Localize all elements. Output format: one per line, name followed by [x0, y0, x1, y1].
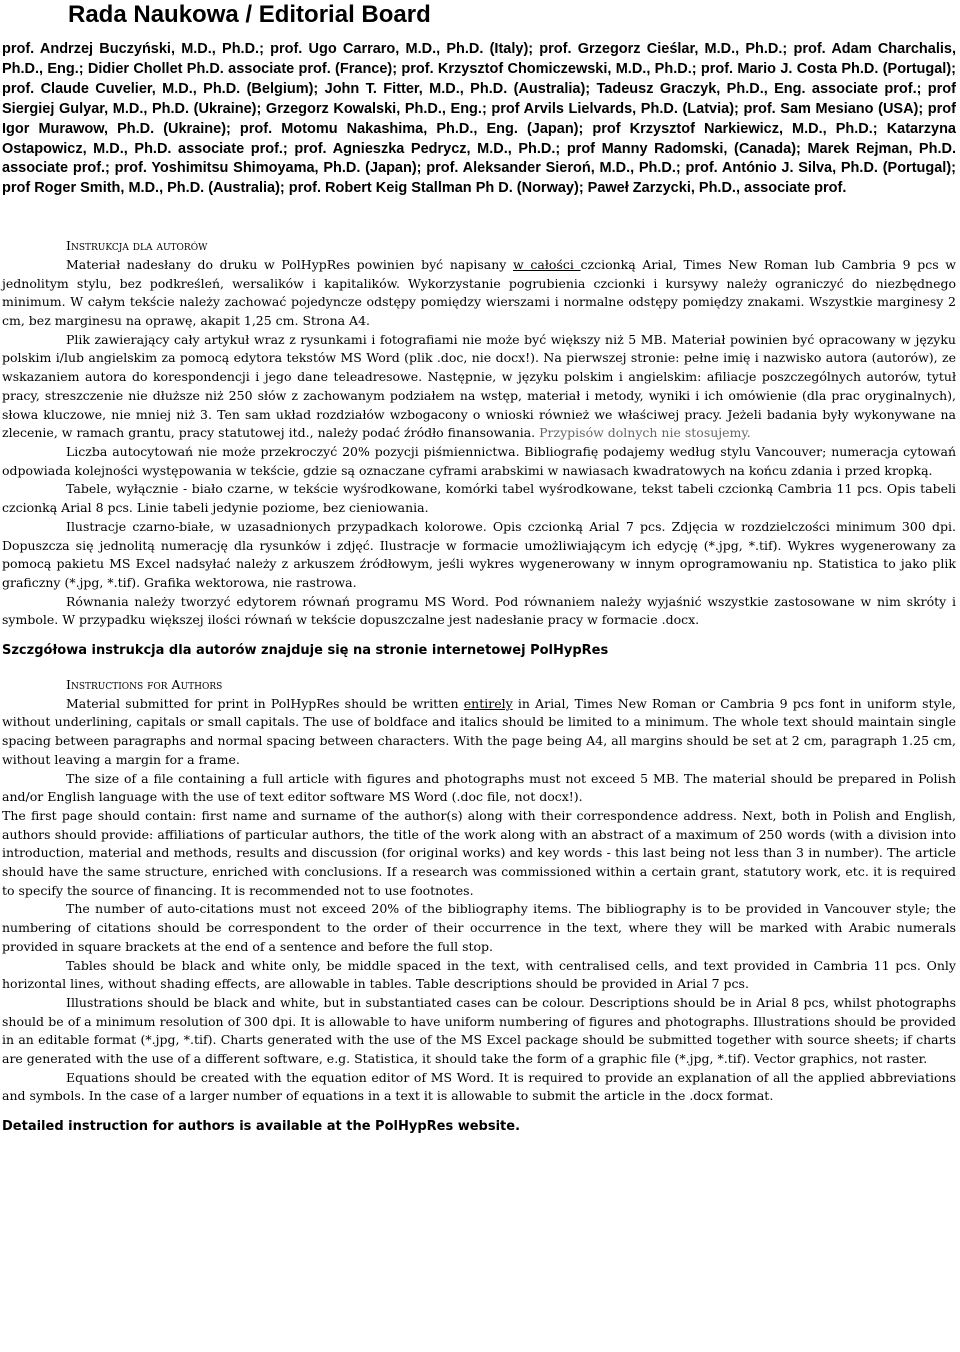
pl-p2-footnote-note: Przypisów dolnych nie stosujemy.	[539, 425, 751, 441]
polish-section-heading: Instrukcja dla autorów	[66, 238, 208, 254]
page-title: Rada Naukowa / Editorial Board	[68, 1, 431, 28]
pl-p1-text-rest: czcionką Arial, Times New Roman lub Cambria 9 pcs w jednolitym stylu, bez podkreśleń, wersalików i kapitalików. Wykorzystanie pogrubienia czcionki i kursywy należy ograniczyć do niezbędnego minimum. W całym tekście należy zachować pojedyncze odstępy pomiędzy wierszami i normalne odstępy pomiędzy znakami. Wszystkie marginesy 2 cm, bez marginesu na oprawę, akapit 1,25 cm. Strona A4.	[2, 256, 957, 329]
pl-p1-underlined: w całości	[513, 256, 581, 272]
pl-paragraph-1	[2, 256, 956, 331]
en-website-note: Detailed instruction for authors is available at the PolHypRes website.	[2, 1119, 521, 1135]
en-paragraph-2: The size of a file containing a full article with figures and photographs must not exceed 5 MB. The material should be prepared in Polish and/or English language with the use of text editor software MS Word (.doc file, not docx!).	[2, 770, 956, 805]
en-paragraph-5: Illustrations should be black and white, but in substantiated cases can be colour. Descriptions should be in Arial 8 pcs, whilst photographs should be of a minimum resolution of 300 dpi. It is allowable to have uniform numbering of figures and photographs. Illustrations should be provided in an editable format (*.jpg, *.tif). Charts generated with the use of the MS Excel package should be submitted together with source sheets; if charts are generated with the use of a different software, e.g. Statistica, it should take the form of a graphic file (*.jpg, *.tif). Vector graphics, not raster.	[2, 994, 956, 1067]
en-p1-text-rest: in Arial, Times New Roman or Cambria 9 pcs font in uniform style, without underlining, capitals or small capitals. The use of boldface and italics should be limited to a minimum. The whole text should maintain single spacing between paragraphs and normal spacing between characters. With the page being A4, all margins should be set at 2 cm, paragraph 1.25 cm, without leaving a margin for a frame.	[2, 695, 956, 767]
en-paragraph-6: Equations should be created with the equation editor of MS Word. It is required to provide an explanation of all the applied abbreviations and symbols. In the case of a larger number of equations in a text it is allowable to submit the article in the .docx format.	[2, 1069, 956, 1104]
en-p1-underlined: entirely	[463, 695, 513, 711]
editorial-board-list: prof. Andrzej Buczyński, M.D., Ph.D.; prof. Ugo Carraro, M.D., Ph.D. (Italy); prof. Grzegorz Cieślar, M.D., Ph.D.; prof. Adam Charchalis, Ph.D., Eng.; Didier Chollet Ph.D. associate prof. (France); prof. Krzysztof Chomiczewski, M.D., Ph.D.; prof. Mario J. Costa Ph.D. (Portugal); prof. Claude Cuvelier, M.D., Ph.D. (Belgium); John T. Fitter, M.D., Ph.D. (Australia); Tadeusz Graczyk, Ph.D., Eng. associate prof.; prof Siergiej Gulyar, M.D., Ph.D. (Ukraine); Grzegorz Kowalski, Ph.D., Eng.; prof Arvils Lielvards, Ph.D. (Latvia); prof. Sam Mesiano (USA); prof Igor Murawow, Ph.D. (Ukraine); prof. Motomu Nakashima, Ph.D., Eng. (Japan); prof Krzysztof Narkiewicz, M.D., Ph.D.; Katarzyna Ostapowicz, M.D., Ph.D. associate prof.; prof. Agnieszka Pedrycz, M.D., Ph.D.; prof Manny Radomski, (Canada); Marek Rejman, Ph.D. associate prof.; prof. Yoshimitsu Shimoyama, Ph.D. (Japan); prof. Aleksander Sieroń, M.D., Ph.D.; prof. António J. Silva, Ph.D. (Portugal); prof Roger Smith, M.D., Ph.D. (Australia); prof. Robert Keig Stallman Ph D. (Norway); Paweł Zarzycki, Ph.D., associate prof.	[2, 41, 956, 197]
pl-paragraph-4: Tabele, wyłącznie - biało czarne, w tekście wyśrodkowane, komórki tabel wyśrodkowane, tekst tabeli czcionką Cambria 11 pcs. Opis tabeli czcionką Arial 8 pcs. Linie tabeli jedynie poziome, bez cieniowania.	[2, 481, 956, 516]
english-section-heading: Instructions for Authors	[66, 677, 223, 693]
pl-p1-text: Materiał nadesłany do druku w PolHypRes powinien być napisany	[66, 256, 513, 272]
en-paragraph-3: The number of auto-citations must not exceed 20% of the bibliography items. The bibliography is to be provided in Vancouver style; the numbering of citations should be correspondent to the order of their occurrence in the text, where they will be marked with Arabic numerals provided in square brackets at the end of a sentence and before the full stop.	[2, 901, 956, 954]
pl-paragraph-3: Liczba autocytowań nie może przekroczyć 20% pozycji piśmiennictwa. Bibliografię podajemy według stylu Vancouver; numeracja cytowań odpowiada kolejności występowania w tekście, gdzie są oznaczane cyframi arabskimi w nawiasach kwadratowych na końcu zdania i przed kropką.	[2, 443, 956, 478]
en-p1-text: Material submitted for print in PolHypRes should be written	[66, 695, 464, 711]
pl-paragraph-6: Równania należy tworzyć edytorem równań programu MS Word. Pod równaniem należy wyjaśnić wszystkie zastosowane w nim skróty i symbole. W przypadku większej ilości równań w tekście dopuszczalne jest nadesłanie pracy w formacie .docx.	[2, 593, 956, 628]
pl-website-note: Szczgółowa instrukcja dla autorów znajduje się na stronie internetowej PolHypRes	[2, 643, 609, 659]
en-paragraph-1	[2, 695, 956, 770]
pl-p2-text: Plik zawierający cały artykuł wraz z rysunkami i fotografiami nie może być większy niż 5 MB. Materiał powinien być opracowany w języku polskim i/lub angielskim za pomocą edytora tekstów MS Word (plik .doc, nie docx!). Na pierwszej stronie: pełne imię i nazwisko autora (autorów), ze wskazaniem autora do korespondencji i jego dane teleadresowe. Następnie, w języku polskim i angielskim: afiliacje poszczególnych autorów, tytuł pracy, streszczenie nie dłuższe niż 250 słów z zachowanym podziałem na wstęp, materiał i metody, wyniki i ich omówienie (dla prac oryginalnych), słowa kluczowe, nie mniej niż 3. Ten sam układ rozdziałów wzbogacony o wnioski również we właściwej pracy. Jeżeli badania były wykonywane na zlecenie, w ramach grantu, pracy statutowej itd., należy podać źródło finansowania.	[2, 331, 956, 441]
pl-paragraph-5: Ilustracje czarno-białe, w uzasadnionych przypadkach kolorowe. Opis czcionką Arial 7 pcs. Zdjęcia w rozdzielczości minimum 300 dpi. Dopuszcza się jednolitą numerację dla rysunków i zdjęć. Ilustracje w formacie umożliwiającym ich edycję (*.jpg, *.tif). Wykres wygenerowany za pomocą pakietu MS Excel nadsyłać należy z arkuszem źródłowym, jeśli wykres wygenerowany w innym oprogramowaniu np. Statistica to jako plik graficzny (*.jpg, *.tif). Grafika wektorowa, nie rastrowa.	[2, 518, 956, 590]
en-paragraph-4: Tables should be black and white only, be middle spaced in the text, with centralised cells, and text provided in Cambria 11 pcs. Only horizontal lines, without shading effects, are allowable in tables. Table descriptions should be provided in Arial 7 pcs.	[2, 957, 956, 992]
en-paragraph-2b: The first page should contain: first name and surname of the author(s) along with their correspondence address. Next, both in Polish and English, authors should provide: affiliations of particular authors, the title of the work along with an abstract of a maximum of 250 words (with a division into introduction, material and methods, results and discussion (for original works) and key words - this last being not less than 3 in number). The article should have the same structure, enriched with conclusions. If a research was commissioned within a certain grant, statutory work, etc. it is required to specify the source of financing. It is recommended not to use footnotes.	[2, 807, 956, 898]
pl-paragraph-2	[2, 331, 956, 443]
